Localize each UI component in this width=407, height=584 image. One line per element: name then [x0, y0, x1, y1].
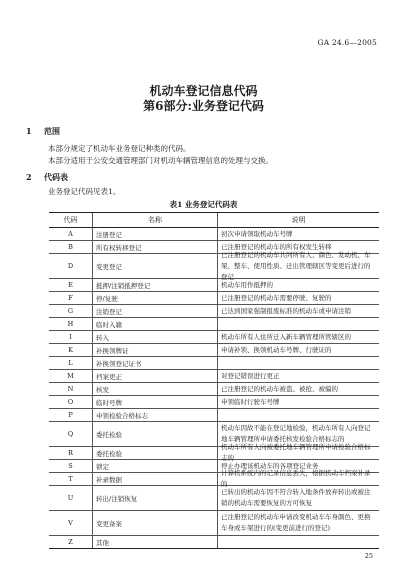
table-row [49, 383, 379, 396]
name-cell: 其他 [93, 536, 218, 548]
name-cell: 临时号牌 [93, 396, 218, 408]
code-cell: U [49, 486, 93, 510]
header-code: 代码 [49, 213, 93, 227]
description-cell: 申请补领、换领机动车号牌、行驶证的 [221, 345, 332, 354]
name-cell: 转出/注销恢复 [93, 486, 218, 510]
description-cell: 初次申请领取机动车号牌 [221, 229, 293, 238]
description-cell: 计算机系统内的记录信息丢失，根据机动车档案补录的 [221, 469, 371, 488]
table-row [49, 228, 379, 241]
section-2-title: 代码表 [44, 172, 68, 182]
standard-code: GA 24.6—2005 [317, 38, 377, 47]
name-cell: 停/复驶 [93, 292, 218, 304]
table-row [49, 409, 379, 422]
name-cell: 所有权转移登记 [93, 241, 218, 253]
description-cell: 已注册登记的机动车共同所有人、颜色、发动机、车架、整车、使用性质、迁出管理辖区等变更后进行的登记 [221, 250, 371, 281]
code-cell: N [49, 383, 93, 395]
section-2-heading [26, 172, 68, 183]
code-cell: P [49, 409, 93, 421]
name-cell: 委托检验 [93, 422, 218, 446]
description-cell: 申领临时行驶车号牌 [221, 397, 280, 406]
name-cell: 委托检验 [93, 447, 218, 459]
description-cell: 已注册登记的机动车的所有权发生转移 [221, 242, 332, 251]
name-cell: 转入 [93, 331, 218, 343]
table-row [49, 250, 379, 281]
code-cell: O [49, 396, 93, 408]
table-row [49, 469, 379, 488]
name-cell: 档案更正 [93, 370, 218, 382]
description-cell: 已达到国家强制报废标准的机动车或申请注销 [221, 306, 351, 315]
table-row [49, 292, 379, 305]
code-cell: T [49, 473, 93, 485]
code-cell: I [49, 331, 93, 343]
document-subtitle: 第6部分:业务登记代码 [143, 99, 264, 113]
code-cell: B [49, 241, 93, 253]
code-cell: H [49, 318, 93, 330]
description-cell: 已注册登记的机动车被盗、被抢、被骗的 [221, 384, 338, 393]
description-cell: 已注册登记的机动车需要停驶、复驶的 [221, 293, 332, 302]
code-cell: G [49, 305, 93, 317]
section-1-title: 范围 [44, 126, 60, 136]
name-cell: 注册登记 [93, 228, 218, 240]
code-cell: S [49, 460, 93, 472]
table-row [49, 344, 379, 357]
table-row [49, 331, 379, 344]
section-2-paragraph-1: 业务登记代码见表1。 [48, 187, 121, 196]
document-title: 机动车登记信息代码 [149, 84, 258, 98]
section-1-number: 1 [26, 126, 32, 136]
code-table [49, 212, 379, 549]
name-cell: 注销登记 [93, 305, 218, 317]
name-cell: 抵押/注销抵押登记 [93, 279, 218, 291]
description-cell: 机动车所有人住所迁入新车辆管理所管辖区的 [221, 332, 351, 341]
table-row [49, 370, 379, 383]
description-cell [218, 318, 379, 330]
description-cell: 已转出的机动车因不符合转入地条件放弃转出或被注销的机动车需要恢复的方可恢复 [221, 488, 371, 507]
section-1-paragraph-1: 本部分规定了机动车业务登记种类的代码。 [48, 144, 191, 153]
code-cell: E [49, 279, 93, 291]
description-cell: 对登记错误进行更正 [221, 371, 280, 380]
table-row [49, 305, 379, 318]
description-cell: 停止办理该机动车的各项登记业务 [221, 461, 319, 470]
table-row [49, 357, 379, 370]
section-2-number: 2 [26, 172, 32, 182]
code-cell: L [49, 357, 93, 369]
name-cell: 变更登记 [93, 254, 218, 278]
section-1-heading [26, 126, 60, 137]
code-cell: A [49, 228, 93, 240]
table-row [49, 536, 379, 548]
name-cell: 锁定 [93, 460, 218, 472]
description-cell [218, 536, 379, 548]
code-cell: V [49, 511, 93, 535]
page-number: 25 [364, 552, 373, 560]
name-cell: 临时入籍 [93, 318, 218, 330]
description-cell [218, 409, 379, 421]
section-1-paragraph-2: 本部分适用于公安交通管理部门对机动车辆管理信息的处理与交换。 [48, 156, 273, 165]
code-cell: K [49, 344, 93, 356]
name-cell: 核发 [93, 383, 218, 395]
header-name: 名称 [93, 213, 218, 227]
code-cell: F [49, 292, 93, 304]
name-cell: 补录数据 [93, 473, 218, 485]
table-row [49, 443, 379, 462]
code-cell: R [49, 447, 93, 459]
description-cell: 已注册登记的机动车申请改变机动车车身颜色、更换车身或车架进行的(变更前进行的登记) [221, 513, 371, 532]
table-row [49, 486, 379, 511]
name-cell: 补换领登记证书 [93, 357, 218, 369]
code-cell: Q [49, 422, 93, 446]
name-cell: 补换领牌证 [93, 344, 218, 356]
table-row [49, 279, 379, 292]
description-cell: 机动车因故不能在登记地检验，机动车所有人向登记地车辆管理所申请委托核发检验合格标志的 [221, 424, 371, 443]
description-cell: 机动车所有人向被委托地车辆管理所申请检验合格标志的 [221, 443, 371, 462]
table-row [49, 511, 379, 536]
code-cell: Z [49, 536, 93, 548]
code-cell: M [49, 370, 93, 382]
table-caption: 表1 业务登记代码表 [169, 200, 238, 209]
name-cell: 申领检验合格标志 [93, 409, 218, 421]
table-header-row [49, 213, 379, 228]
code-cell: D [49, 254, 93, 278]
description-cell: 机动车用作抵押的 [221, 280, 273, 289]
name-cell: 变更备案 [93, 511, 218, 535]
header-description: 说明 [291, 215, 306, 224]
table-row [49, 318, 379, 331]
table-row [49, 396, 379, 409]
description-cell [218, 357, 379, 369]
